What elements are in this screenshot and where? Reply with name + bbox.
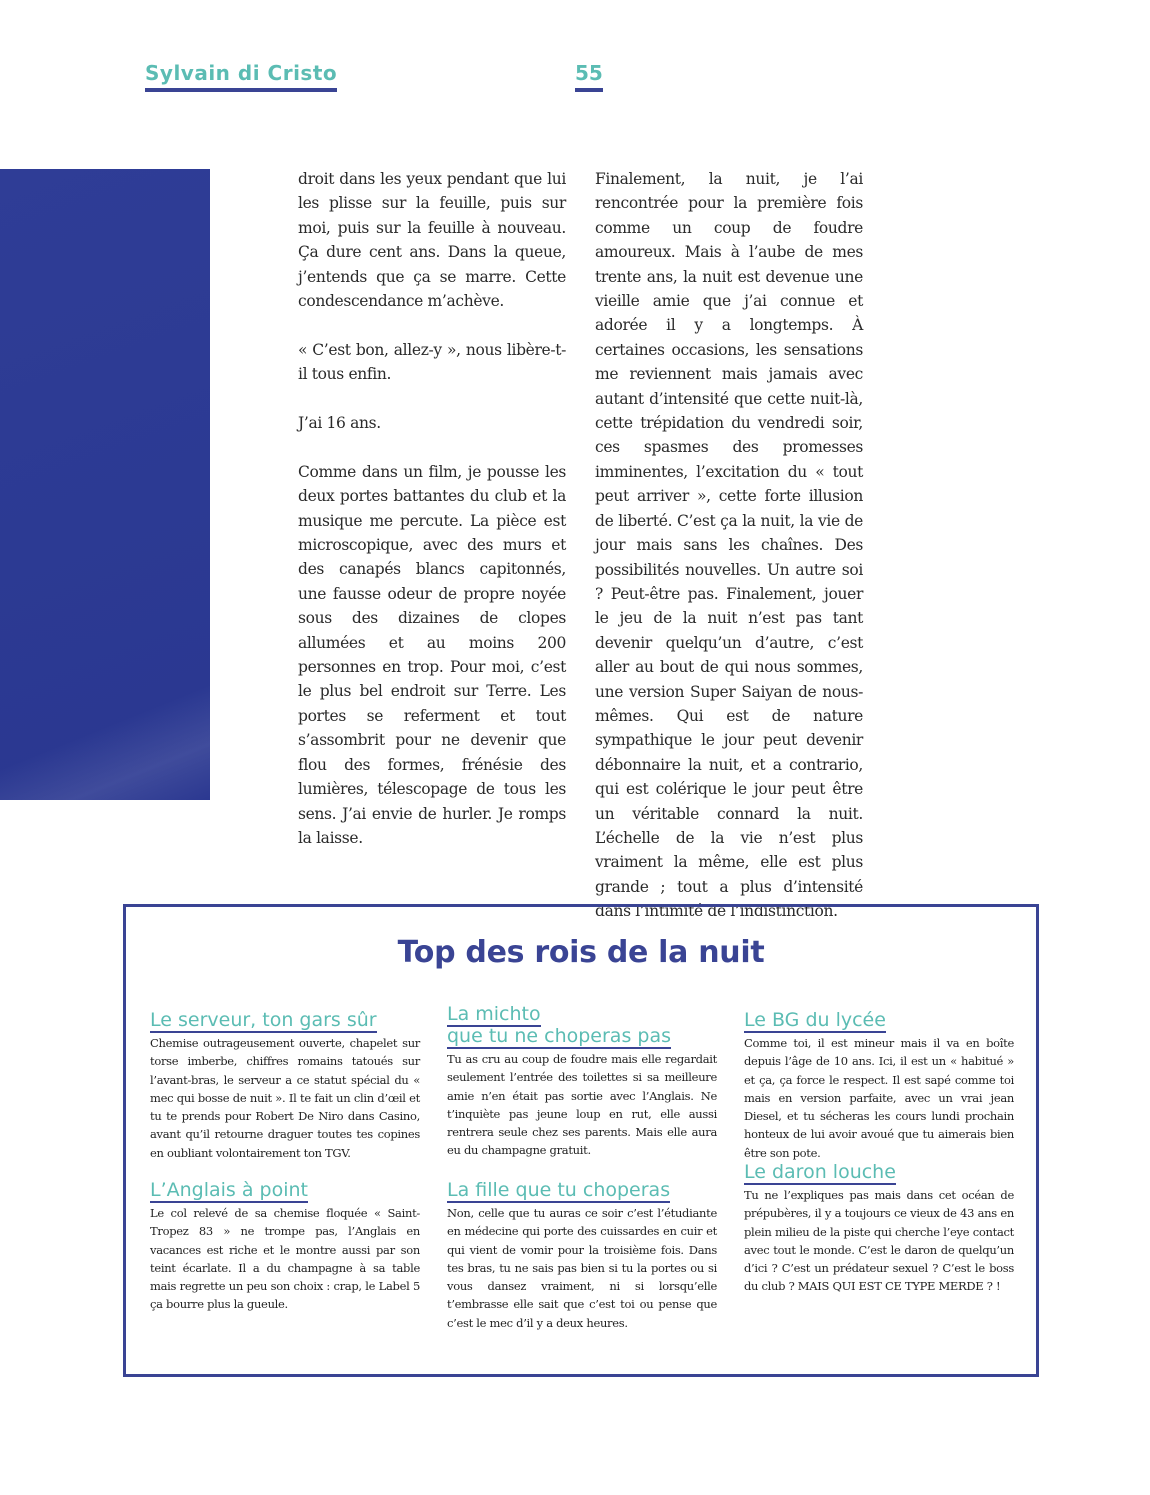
- article-paragraph: droit dans les yeux pendant que lui les plisse sur la feuille, puis sur moi, puis sur la feuille à nouveau. Ça dure cent ans. Dans la queue, j’entends que ça se marre. Cette condescendance m’achève.: [298, 170, 566, 311]
- article-paragraph: Finalement, la nuit, je l’ai rencontrée pour la première fois comme un coup de foudre amoureux. Mais à l’aube de mes trente ans, la nuit est devenue une vieille amie que j’ai connue et adorée il y a longtemps. À certaines occasions, les sensations me reviennent mais jamais avec autant d’intensité que cette nuit-là, cette trépidation du vendredi soir, ces spasmes des promesses imminentes, l’excitation du « tout peut arriver », cette forte illusion de liberté. C’est ça la nuit, la vie de jour mais sans les chaînes. Des possibilités nouvelles. Un autre soi ? Peut-être pas. Finalement, jouer le jeu de la nuit n’est pas tant devenir quelqu’un d’autre, c’est aller au bout de qui nous sommes, une version Super Saiyan de nous-mêmes. Qui est de nature sympathique le jour peut devenir débonnaire la nuit, et a contrario, qui est colérique le jour peut être un véritable connard la nuit. L’échelle de la vie n’est plus vraiment la même, elle est plus grande ; tout a plus d’intensité dans l’intimité de l’indistinction.: [595, 170, 863, 921]
- entry-title-text: La michto: [447, 1003, 541, 1025]
- sidebar-entry: [150, 1009, 420, 1162]
- running-header-author: Sylvain di Cristo: [145, 60, 337, 92]
- entry-title-text: que tu ne choperas pas: [447, 1025, 671, 1047]
- page-number: 55: [575, 60, 603, 92]
- entry-text: Tu ne l’expliques pas mais dans cet océan de prépubères, il y a toujours ce vieux de 43 ans en plein milieu de la piste qui cherche l’eye contact avec tout le monde. C’est le daron de quelqu’un d’ici ? C’est un prédateur sexuel ? C’est le boss du club ? MAIS QUI EST CE TYPE MERDE ? !: [744, 1188, 1014, 1294]
- sidebar-title: Top des rois de la nuit: [397, 935, 765, 970]
- panel-sheen: [0, 669, 210, 800]
- sidebar-entry: [744, 1009, 1014, 1162]
- article-column-right: [595, 167, 863, 948]
- sidebar-box: [123, 904, 1039, 1377]
- entry-title-text: L’Anglais à point: [150, 1179, 309, 1201]
- entry-title: [744, 1161, 1014, 1183]
- article-column-left: [298, 167, 566, 875]
- article-paragraph: « C’est bon, allez-y », nous libère-t-il tous enfin.: [298, 340, 566, 384]
- entry-text: Non, celle que tu auras ce soir c’est l’étudiante en médecine qui porte des cuissardes en cuir et qui vient de vomir pour la troisième fois. Dans tes bras, tu ne sais pas bien si tu la portes ou si vous dansez vraiment, ni si lorsqu’elle t’embrasse elle sait que c’est toi ou pense que c’est le mec d’il y a deux heures.: [447, 1206, 717, 1330]
- article-paragraph: J’ai 16 ans.: [298, 414, 381, 433]
- entry-text: Comme toi, il est mineur mais il va en boîte depuis l’âge de 10 ans. Ici, il est un « habitué » et ça, ça force le respect. Il est sapé comme toi mais en version parfaite, avec un vrai jean Diesel, et tu sécheras les cours lundi prochain honteux de lui avoir avoué que tu aimerais bien être son pote.: [744, 1036, 1014, 1160]
- entry-title: [744, 1009, 1014, 1031]
- entry-title: [150, 1179, 420, 1201]
- sidebar-entry: [447, 1179, 717, 1332]
- entry-title-text: Le BG du lycée: [744, 1009, 886, 1031]
- entry-title: [447, 1179, 717, 1201]
- entry-text: Le col relevé de sa chemise floquée « Saint-Tropez 83 » ne trompe pas, l’Anglais en vacances est riche et le montre aussi par son teint écarlate. Il a du champagne à sa table mais regrette un peu son choix : crap, le Label 5 ça bourre plus la gueule.: [150, 1206, 420, 1312]
- article-paragraph: Comme dans un film, je pousse les deux portes battantes du club et la musique me percute. La pièce est microscopique, avec des murs et des canapés blancs capitonnés, une fausse odeur de propre noyée sous des dizaines de clopes allumées et au moins 200 personnes en trop. Pour moi, c’est le plus bel endroit sur Terre. Les portes se referment et tout s’assombrit pour ne devenir que flou des formes, frénésie des lumières, télescopage de tous les sens. J’ai envie de hurler. Je romps la laisse.: [298, 462, 566, 847]
- entry-title-text: La fille que tu choperas: [447, 1179, 671, 1201]
- entry-title-text: Le daron louche: [744, 1161, 896, 1183]
- sidebar-entry: [150, 1179, 420, 1314]
- sidebar-entry: [447, 1003, 717, 1160]
- entry-text: Tu as cru au coup de foudre mais elle regardait seulement l’entrée des toilettes si sa meilleure amie n’en était pas sortie avec l’Anglais. Ne t’inquiète pas jeune loup en rut, elle aussi rentrera seule chez ses parents. Mais elle aura eu du champagne gratuit.: [447, 1052, 717, 1158]
- entry-title: [150, 1009, 420, 1031]
- entry-text: Chemise outrageusement ouverte, chapelet sur torse imberbe, chiffres romains tatoués sur l’avant-bras, le serveur a ce statut spécial du « mec qui bosse de nuit ». Il te fait un clin d’œil et tu te prends pour Robert De Niro dans Casino, avant qu’il retourne draguer toutes tes copines en oubliant volontairement ton TGV.: [150, 1036, 420, 1160]
- entry-title-text: Le serveur, ton gars sûr: [150, 1009, 377, 1031]
- entry-title: [447, 1003, 717, 1047]
- sidebar-entry: [744, 1161, 1014, 1296]
- decorative-blue-panel: [0, 169, 210, 800]
